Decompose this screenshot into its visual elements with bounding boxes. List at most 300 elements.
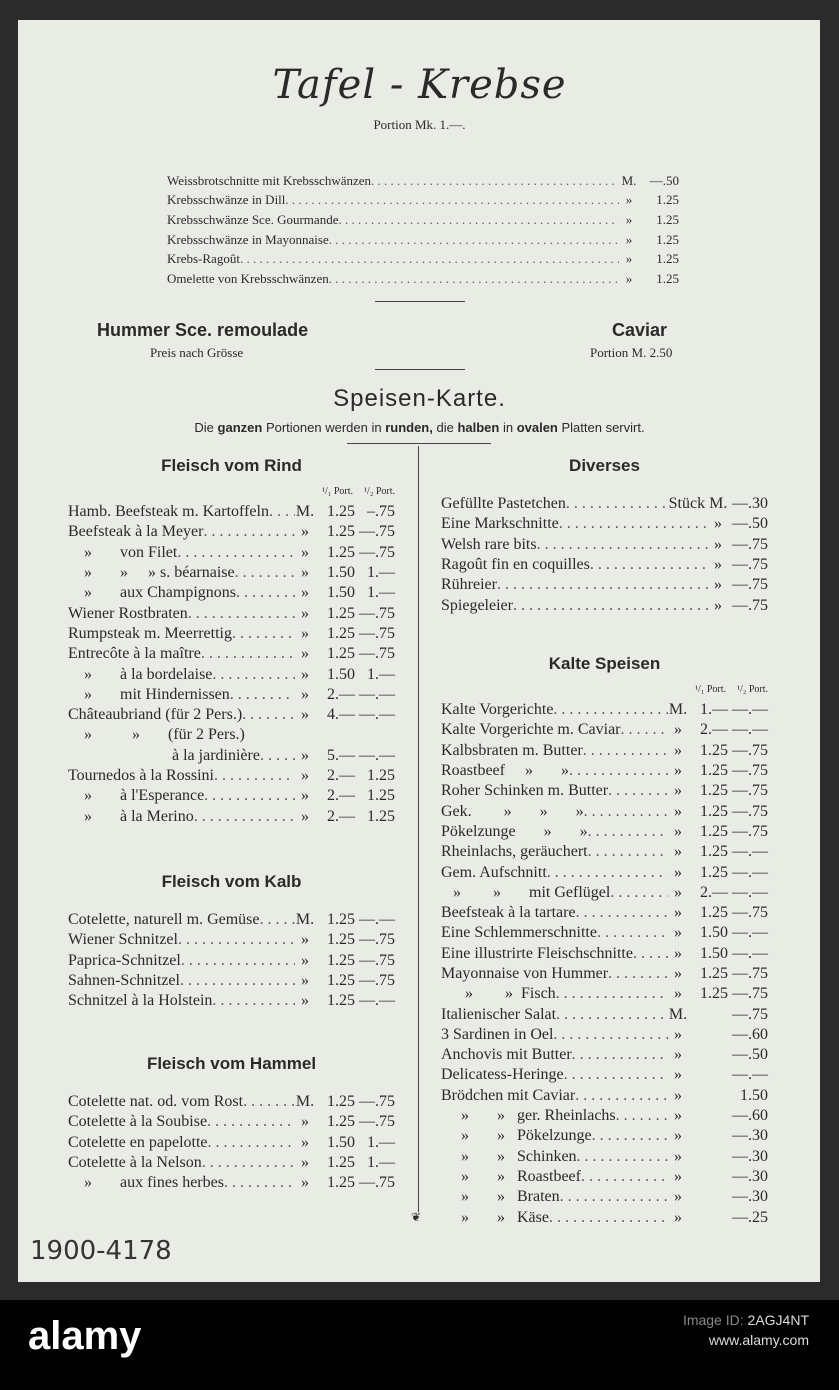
item-name: » von Filet (68, 543, 178, 561)
dot-leader (269, 503, 295, 521)
item-name: » mit Hindernissen (68, 685, 230, 703)
item-name: Krebsschwänze in Dill (167, 192, 286, 208)
krebse-list (167, 171, 679, 289)
half-portion-price: —.— (732, 843, 768, 861)
dot-leader (564, 1066, 668, 1084)
section-title: Fleisch vom Hammel (146, 1054, 317, 1073)
price: 1.25 (656, 251, 679, 267)
currency-mark: » (301, 1174, 309, 1192)
menu-item (441, 781, 768, 801)
item-name: Eine illustrirte Fleischschnitte (441, 944, 633, 962)
dot-leader (232, 625, 295, 643)
dot-leader (212, 992, 295, 1010)
dot-leader (556, 985, 668, 1003)
section-fleisch-vom-rind (68, 456, 395, 827)
currency-mark: » (301, 1113, 309, 1131)
half-portion-price: —.75 (732, 556, 768, 574)
caviar-title: Caviar (612, 320, 668, 340)
currency-mark: » (301, 665, 309, 683)
half-portion-price: —.60 (732, 1025, 768, 1043)
menu-item (441, 1187, 768, 1207)
half-portion-price: —.30 (732, 1167, 768, 1185)
dot-leader (588, 823, 668, 841)
section-title: Kalte Speisen (548, 654, 661, 673)
menu-item (441, 1004, 768, 1024)
price: 1.25 (656, 211, 679, 227)
currency-mark: » (301, 543, 309, 561)
currency-mark: » (674, 1167, 682, 1185)
item-name: » » ger. Rheinlachs (441, 1107, 616, 1125)
currency-mark: » (301, 564, 309, 582)
full-portion-price: 1.25 (700, 822, 728, 840)
currency-mark: Stück M. (668, 495, 728, 513)
ornament-icon: ❦ (411, 1210, 422, 1224)
item-name: Pökelzunge » » (441, 822, 588, 840)
item-name: » aux Champignons (68, 584, 236, 602)
dot-leader (497, 576, 708, 594)
currency-mark: » (674, 1147, 682, 1165)
item-name: Cotelette en papelotte (68, 1133, 208, 1151)
note-bold: ganzen (217, 420, 263, 435)
full-portion-price: 1.25 (700, 762, 728, 780)
currency-mark: » (674, 883, 682, 901)
section-fleisch-vom-kalb (68, 872, 395, 1011)
menu-item (68, 725, 395, 745)
currency-mark: » (674, 762, 682, 780)
full-portion-price: 1.25 (327, 1154, 355, 1172)
item-name: » à la Merino (68, 807, 194, 825)
full-portion-price: 2.— (327, 787, 355, 805)
menu-item (441, 700, 768, 720)
menu-item (68, 522, 395, 542)
menu-item (68, 1133, 395, 1153)
item-name: Welsh rare bits (441, 535, 537, 553)
price: 1.25 (656, 192, 679, 208)
menu-item (441, 1086, 768, 1106)
half-portion-price: —.75 (732, 802, 768, 820)
dot-leader (633, 945, 668, 963)
full-portion-price: 2.— (327, 685, 355, 703)
currency-mark: » (301, 767, 309, 784)
dot-leader (553, 701, 668, 719)
full-portion-price: 1.25 (700, 802, 728, 820)
item-name: Rühreier (441, 576, 497, 594)
item-name: Krebs-Ragoût (167, 251, 240, 267)
item-name: Gem. Aufschnitt (441, 863, 547, 881)
item-name: Wiener Schnitzel (68, 931, 178, 949)
currency-mark: » (674, 1025, 682, 1043)
currency-mark: » (674, 1208, 682, 1226)
dot-leader (203, 523, 295, 541)
item-name: » » Braten (441, 1188, 560, 1206)
full-portion-price: 1.25 (327, 931, 355, 949)
full-portion-price: 1.50 (327, 564, 355, 582)
dot-leader (224, 1174, 295, 1192)
item-name: Gefüllte Pastetchen (441, 495, 566, 513)
currency-mark: » (674, 924, 682, 942)
item-name: Mayonnaise von Hummer (441, 965, 609, 982)
half-portion-price: —.30 (732, 1188, 768, 1206)
item-name: Sahnen-Schnitzel (68, 972, 180, 990)
menu-item (441, 1126, 768, 1146)
menu-item (68, 766, 395, 786)
full-portion-price: 1.25 (327, 972, 355, 990)
dot-leader (329, 271, 619, 287)
dot-leader (576, 904, 668, 922)
currency-mark: M. (295, 503, 315, 521)
dot-leader (178, 931, 295, 949)
currency-mark: » (674, 985, 682, 1003)
full-portion-price: 1.25 (700, 985, 728, 1003)
menu-item (167, 269, 679, 289)
currency-mark: » (625, 192, 633, 208)
menu-item (68, 705, 395, 725)
dot-leader (214, 767, 295, 785)
item-name: Ragoût fin en coquilles (441, 556, 590, 574)
currency-mark: » (301, 807, 309, 825)
half-portion-price: —.75 (359, 1174, 395, 1192)
dot-leader (230, 686, 295, 704)
menu-item (441, 903, 768, 923)
full-portion-price: 2.— (327, 767, 355, 784)
menu-item (68, 991, 395, 1011)
full-portion-price: 1.25 (327, 604, 355, 622)
currency-mark: » (301, 706, 309, 724)
currency-mark: » (674, 863, 682, 881)
currency-mark: » (674, 822, 682, 840)
dot-leader (260, 911, 296, 929)
watermark-info (683, 1310, 809, 1350)
half-portion-price: —.— (359, 992, 395, 1010)
full-portion-price: 1.50 (327, 1133, 355, 1151)
note-bold: runden, (385, 420, 433, 435)
section-title: Fleisch vom Kalb (161, 872, 302, 891)
currency-mark: » (674, 1127, 682, 1145)
full-portion-price: 1.25 (327, 624, 355, 642)
item-name: » » Fisch (441, 985, 556, 1003)
dot-leader (240, 251, 619, 267)
menu-item (441, 575, 768, 595)
dot-leader (338, 212, 619, 228)
dot-leader (371, 173, 619, 189)
currency-mark: » (674, 802, 682, 820)
half-portion-price: —.75 (359, 604, 395, 622)
watermark-bar (0, 1300, 839, 1390)
dot-leader (610, 884, 668, 902)
item-name: Schnitzel à la Holstein (68, 992, 213, 1010)
half-portion-price: —.— (732, 924, 768, 942)
item-name: Weissbrotschnitte mit Krebsschwänzen (167, 172, 372, 188)
half-portion-price: —.75 (359, 645, 395, 663)
menu-item (167, 210, 679, 230)
currency-mark: » (301, 523, 309, 541)
menu-item (441, 720, 768, 740)
menu-item (68, 603, 395, 623)
menu-item (441, 801, 768, 821)
half-portion-price: —.75 (359, 972, 395, 990)
half-portion-price: 1.— (367, 564, 395, 582)
full-portion-price: 1.25 (700, 741, 728, 759)
currency-mark: » (301, 604, 309, 622)
section-title: Fleisch vom Rind (161, 456, 302, 475)
item-name: Roastbeef » » (441, 762, 569, 780)
half-portion-price: —.30 (732, 495, 768, 513)
portion-headers (68, 486, 395, 502)
item-name: Cotelette, naturell m. Gemüse (68, 911, 260, 929)
dot-leader (513, 597, 708, 615)
half-portion-price: –.75 (367, 503, 395, 521)
menu-item (441, 1147, 768, 1167)
half-portion-price: —.75 (732, 965, 768, 982)
item-name: » » Pökelzunge (441, 1127, 592, 1145)
half-portion-price: —.— (732, 721, 768, 739)
menu-item (68, 806, 395, 826)
dot-leader (243, 1093, 295, 1111)
full-portion-price: 1.25 (327, 1174, 355, 1192)
full-portion-price: 2.— (700, 721, 728, 739)
note-text: Platten servirt. (557, 420, 645, 435)
dot-leader (549, 1209, 668, 1227)
full-portion-price: 2.— (700, 883, 728, 901)
item-name: Brödchen mit Caviar (441, 1086, 576, 1104)
item-name: Kalte Vorgerichte (441, 701, 554, 719)
dot-leader (194, 808, 295, 826)
dot-leader (569, 762, 668, 780)
full-portion-header: ¹/₁ Port. (322, 486, 353, 497)
menu-item (167, 191, 679, 211)
dot-leader (204, 787, 295, 805)
item-name: Beefsteak à la Meyer (68, 523, 204, 541)
dot-leader (260, 747, 295, 765)
item-name: Cotelette à la Soubise (68, 1113, 208, 1131)
half-portion-price: —.75 (732, 741, 768, 759)
half-portion-price: 1.— (367, 584, 395, 602)
half-portion-price: 1.— (367, 1154, 395, 1172)
item-name: Roher Schinken m. Butter (441, 782, 609, 800)
section-title: Diverses (569, 456, 640, 475)
note-text: Die (194, 420, 218, 435)
full-portion-price: 1.25 (327, 1113, 355, 1131)
full-portion-price: 1.25 (700, 965, 728, 982)
menu-item (441, 595, 768, 615)
dot-leader (242, 706, 295, 724)
item-name: » à l'Esperance (68, 787, 205, 805)
half-portion-price: —.30 (732, 1147, 768, 1165)
dot-leader (588, 843, 668, 861)
item-name: Eine Markschnitte (441, 515, 559, 533)
full-portion-price: 1.50 (327, 584, 355, 602)
krebse-portion: Portion Mk. 1.—. (373, 117, 466, 132)
full-portion-price: 1.25 (700, 863, 728, 881)
item-name: » à la bordelaise (68, 665, 213, 683)
currency-mark: » (625, 211, 633, 227)
full-portion-price: 1.25 (700, 843, 728, 861)
divider (375, 369, 465, 370)
item-name: Delicatess-Heringe (441, 1066, 564, 1084)
menu-item (68, 624, 395, 644)
dot-leader (560, 1188, 668, 1206)
caviar-note: Portion M. 2.50 (590, 345, 673, 360)
menu-item (167, 171, 679, 191)
dot-leader (553, 1026, 668, 1044)
dot-leader (201, 645, 295, 663)
dot-leader (208, 1134, 296, 1152)
half-portion-price: 1.— (367, 1133, 395, 1151)
price: —.50 (649, 172, 679, 188)
currency-mark: » (714, 535, 722, 553)
spacer (68, 1084, 395, 1092)
note-bold: ovalen (516, 420, 558, 435)
half-portion-price: —.75 (732, 782, 768, 800)
half-portion-price: —.60 (732, 1107, 768, 1125)
dot-leader (537, 536, 708, 554)
dot-leader (566, 495, 668, 513)
half-portion-price: —.75 (359, 951, 395, 969)
menu-item (441, 1045, 768, 1065)
full-portion-price: 1.50 (700, 924, 728, 942)
item-name: Omelette von Krebsschwänzen (167, 270, 329, 286)
speisen-karte-title: Speisen-Karte. (333, 385, 506, 412)
price: 1.25 (656, 231, 679, 247)
half-portion-price: —.75 (732, 822, 768, 840)
full-portion-price: 1.25 (327, 992, 355, 1010)
item-name: Krebsschwänze Sce. Gourmande (167, 211, 339, 227)
half-portion-price: 1.25 (367, 807, 395, 825)
dot-leader (236, 584, 295, 602)
currency-mark: M. (295, 911, 315, 929)
item-name: » » (für 2 Pers.) (68, 726, 245, 744)
currency-mark: » (674, 1107, 682, 1125)
currency-mark: » (714, 515, 722, 533)
half-portion-price: —.— (732, 1066, 768, 1084)
dot-leader (559, 515, 708, 533)
menu-item (68, 543, 395, 563)
dot-leader (285, 192, 619, 208)
menu-item (167, 249, 679, 269)
section-fleisch-vom-hammel (68, 1054, 395, 1193)
menu-item (68, 583, 395, 603)
full-portion-price: 5.— (327, 746, 355, 764)
dot-leader (590, 556, 708, 574)
half-portion-price: —.75 (359, 1093, 395, 1111)
half-portion-price: —.75 (732, 985, 768, 1003)
watermark-url: www.alamy.com (708, 1332, 809, 1348)
menu-title: Tafel - Krebse (272, 62, 567, 108)
menu-item (68, 746, 395, 766)
full-portion-price: 1.25 (700, 782, 728, 800)
note-text: Portionen werden in (262, 420, 386, 435)
speisen-note (0, 420, 839, 435)
dot-leader (584, 803, 668, 821)
menu-item (68, 971, 395, 991)
currency-mark: » (674, 904, 682, 922)
menu-item (68, 563, 395, 583)
dot-leader (608, 965, 668, 983)
dot-leader (597, 924, 668, 942)
menu-item (441, 964, 768, 984)
menu-item (441, 535, 768, 555)
currency-mark: » (625, 251, 633, 267)
menu-item (167, 230, 679, 250)
menu-item (68, 664, 395, 684)
menu-item (441, 944, 768, 964)
full-portion-price: 1.25 (700, 904, 728, 922)
menu-item (441, 923, 768, 943)
currency-mark: » (625, 270, 633, 286)
half-portion-price: —.— (359, 911, 395, 929)
divider (375, 301, 465, 302)
dot-leader (547, 864, 668, 882)
dot-leader (616, 1107, 668, 1125)
half-portion-price: —.— (359, 746, 395, 764)
currency-mark: » (674, 1046, 682, 1064)
menu-item (441, 862, 768, 882)
full-portion-price: 1.25 (327, 645, 355, 663)
section-diverses (441, 456, 768, 616)
half-portion-price: —.75 (359, 624, 395, 642)
half-portion-price: —.75 (732, 762, 768, 780)
item-name: Beefsteak à la tartare (441, 904, 576, 922)
dot-leader (180, 972, 295, 990)
column-divider (418, 446, 419, 1212)
note-bold: halben (457, 420, 500, 435)
menu-item (68, 502, 395, 522)
dot-leader (235, 564, 295, 582)
dot-leader (181, 952, 295, 970)
full-portion-price: 4.— (327, 706, 355, 724)
full-portion-price: 2.— (327, 807, 355, 825)
menu-item (441, 494, 768, 514)
half-portion-price: —.50 (732, 515, 768, 533)
item-name: Paprica-Schnitzel (68, 951, 181, 969)
dot-leader (621, 721, 668, 739)
divider (347, 443, 491, 444)
full-portion-price: 1.25 (327, 951, 355, 969)
currency-mark: » (301, 787, 309, 805)
dot-leader (207, 1113, 295, 1131)
currency-mark: » (301, 645, 309, 663)
currency-mark: » (674, 782, 682, 800)
currency-mark: » (674, 843, 682, 861)
dot-leader (572, 1046, 668, 1064)
price: 1.25 (656, 270, 679, 286)
half-portion-price: —.— (359, 685, 395, 703)
menu-item (441, 555, 768, 575)
currency-mark: » (301, 685, 309, 703)
half-portion-price: —.75 (732, 535, 768, 553)
half-portion-price: 1.25 (367, 787, 395, 805)
dot-leader (188, 605, 295, 623)
half-portion-price: —.— (732, 883, 768, 901)
half-portion-price: —.75 (359, 1113, 395, 1131)
currency-mark: » (301, 1154, 309, 1172)
item-name: Tournedos à la Rossini (68, 767, 214, 784)
currency-mark: » (674, 741, 682, 759)
item-name: » » mit Geflügel (441, 883, 611, 901)
half-portion-price: —.— (732, 701, 768, 719)
half-portion-price: —.30 (732, 1127, 768, 1145)
menu-item (68, 910, 395, 930)
spacer (441, 486, 768, 494)
item-name: Rumpsteak m. Meerrettig (68, 624, 232, 642)
currency-mark: » (714, 576, 722, 594)
currency-mark: » (714, 596, 722, 614)
full-portion-header: ¹/₁ Port. (695, 684, 726, 695)
half-portion-header: ¹/₂ Port. (737, 684, 768, 695)
currency-mark: M. (295, 1093, 315, 1111)
full-portion-price: 1.25 (327, 1093, 355, 1111)
note-text: in (499, 420, 517, 435)
